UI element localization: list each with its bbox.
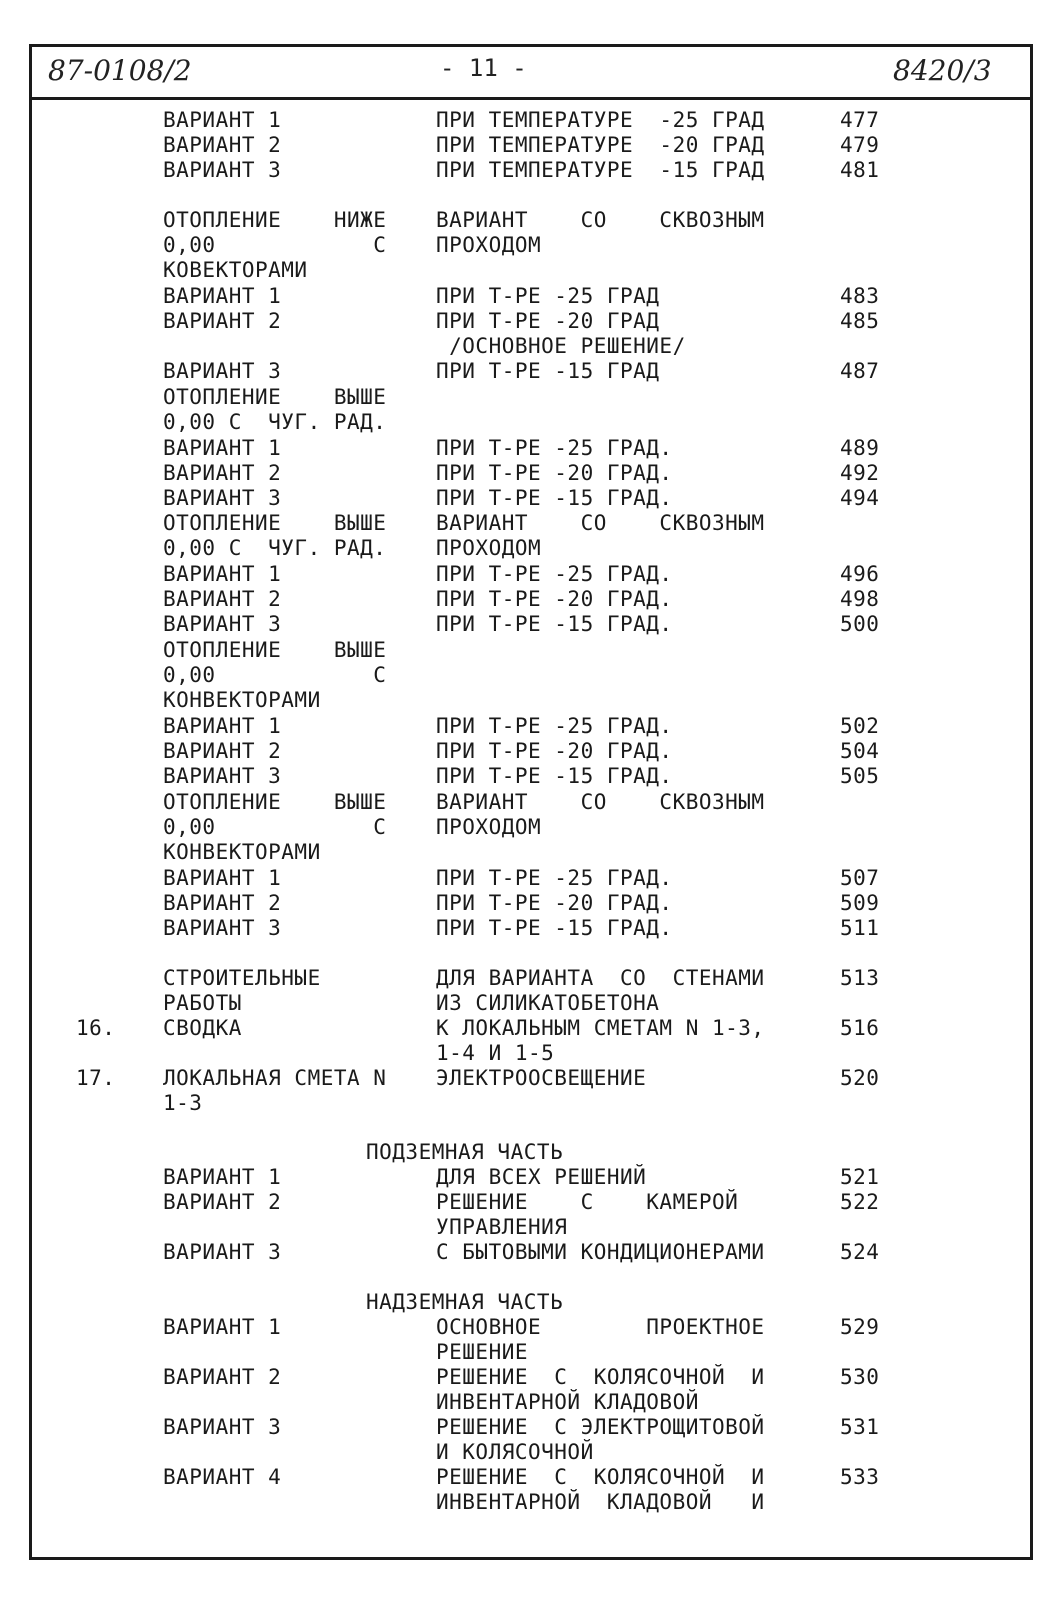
item-label: 0,00 С bbox=[163, 815, 387, 839]
page-ref: 500 bbox=[840, 612, 880, 636]
header-rule bbox=[29, 97, 1033, 100]
item-label: ВАРИАНТ 3 bbox=[163, 486, 282, 510]
page-ref: 477 bbox=[840, 108, 880, 132]
item-label: ВАРИАНТ 1 bbox=[163, 284, 282, 308]
item-description: ПРИ ТЕМПЕРАТУРЕ -20 ГРАД bbox=[436, 133, 765, 157]
item-label: 0,00 С ЧУГ. РАД. bbox=[163, 410, 387, 434]
page-ref: 531 bbox=[840, 1415, 880, 1439]
item-description: И КОЛЯСОЧНОЙ bbox=[436, 1440, 594, 1464]
item-description: ПРОХОДОМ bbox=[436, 233, 542, 257]
item-description: ВАРИАНТ СО СКВОЗНЫМ bbox=[436, 208, 765, 232]
item-label: СВОДКА bbox=[163, 1016, 242, 1040]
page-ref: 498 bbox=[840, 587, 880, 611]
item-label: ВАРИАНТ 3 bbox=[163, 1240, 282, 1264]
item-description: ВАРИАНТ СО СКВОЗНЫМ bbox=[436, 790, 765, 814]
item-label: ВАРИАНТ 1 bbox=[163, 436, 282, 460]
item-label: КОНВЕКТОРАМИ bbox=[163, 840, 321, 864]
item-label: РАБОТЫ bbox=[163, 991, 242, 1015]
item-description: ПРИ Т-РЕ -20 ГРАД. bbox=[436, 587, 673, 611]
item-description: ПРИ Т-РЕ -15 ГРАД. bbox=[436, 916, 673, 940]
section-heading-aboveground: НАДЗЕМНАЯ ЧАСТЬ bbox=[366, 1290, 564, 1314]
item-description: ПРИ Т-РЕ -25 ГРАД. bbox=[436, 866, 673, 890]
item-description: ПРИ Т-РЕ -15 ГРАД. bbox=[436, 764, 673, 788]
page-ref: 505 bbox=[840, 764, 880, 788]
item-description: ПРИ Т-РЕ -25 ГРАД. bbox=[436, 562, 673, 586]
page-ref: 481 bbox=[840, 158, 880, 182]
item-label: 0,00 С bbox=[163, 233, 387, 257]
item-description: ИЗ СИЛИКАТОБЕТОНА bbox=[436, 991, 660, 1015]
item-description: ПРИ Т-РЕ -25 ГРАД bbox=[436, 284, 660, 308]
item-label: СТРОИТЕЛЬНЫЕ bbox=[163, 966, 321, 990]
item-description: РЕШЕНИЕ С КОЛЯСОЧНОЙ И bbox=[436, 1465, 765, 1489]
item-label: ВАРИАНТ 3 bbox=[163, 158, 282, 182]
page-ref: 496 bbox=[840, 562, 880, 586]
page-ref: 513 bbox=[840, 966, 880, 990]
item-description: РЕШЕНИЕ С КАМЕРОЙ bbox=[436, 1190, 739, 1214]
item-label: ВАРИАНТ 2 bbox=[163, 739, 282, 763]
item-label: ВАРИАНТ 3 bbox=[163, 916, 282, 940]
page-ref: 511 bbox=[840, 916, 880, 940]
item-label: ВАРИАНТ 2 bbox=[163, 309, 282, 333]
section-number: 17. bbox=[76, 1066, 116, 1090]
item-label: ВАРИАНТ 4 bbox=[163, 1465, 282, 1489]
item-label: ВАРИАНТ 1 bbox=[163, 714, 282, 738]
item-description: ПРИ Т-РЕ -20 ГРАД. bbox=[436, 739, 673, 763]
item-description: ПРИ ТЕМПЕРАТУРЕ -15 ГРАД bbox=[436, 158, 765, 182]
item-description: РЕШЕНИЕ С КОЛЯСОЧНОЙ И bbox=[436, 1365, 765, 1389]
item-description: ПРИ Т-РЕ -20 ГРАД bbox=[436, 309, 660, 333]
item-description: ПРИ Т-РЕ -20 ГРАД. bbox=[436, 891, 673, 915]
item-label: ВАРИАНТ 1 bbox=[163, 1315, 282, 1339]
item-description: /ОСНОВНОЕ РЕШЕНИЕ/ bbox=[436, 334, 686, 358]
item-description: РЕШЕНИЕ С ЭЛЕКТРОЩИТОВОЙ bbox=[436, 1415, 765, 1439]
item-label: ОТОПЛЕНИЕ ВЫШЕ bbox=[163, 638, 387, 662]
item-label: ОТОПЛЕНИЕ ВЫШЕ bbox=[163, 385, 387, 409]
item-description: ПРОХОДОМ bbox=[436, 536, 542, 560]
page-ref: 485 bbox=[840, 309, 880, 333]
item-label: КОВЕКТОРАМИ bbox=[163, 258, 308, 282]
item-label: ОТОПЛЕНИЕ ВЫШЕ bbox=[163, 511, 387, 535]
page-ref: 521 bbox=[840, 1165, 880, 1189]
item-label: ЛОКАЛЬНАЯ СМЕТА N bbox=[163, 1066, 387, 1090]
item-label: 0,00 С bbox=[163, 663, 387, 687]
item-description: УПРАВЛЕНИЯ bbox=[436, 1215, 568, 1239]
page-ref: 509 bbox=[840, 891, 880, 915]
doc-number-right: 8420/3 bbox=[893, 54, 992, 87]
page-ref: 533 bbox=[840, 1465, 880, 1489]
item-description: ПРИ ТЕМПЕРАТУРЕ -25 ГРАД bbox=[436, 108, 765, 132]
item-label: ВАРИАНТ 3 bbox=[163, 612, 282, 636]
page-ref: 494 bbox=[840, 486, 880, 510]
item-description: ДЛЯ ВАРИАНТА СО СТЕНАМИ bbox=[436, 966, 765, 990]
item-label: 1-3 bbox=[163, 1091, 203, 1115]
item-description: ПРИ Т-РЕ -15 ГРАД bbox=[436, 359, 660, 383]
item-label: ВАРИАНТ 2 bbox=[163, 133, 282, 157]
item-label: ВАРИАНТ 3 bbox=[163, 764, 282, 788]
item-description: ПРИ Т-РЕ -15 ГРАД. bbox=[436, 612, 673, 636]
item-description: ПРОХОДОМ bbox=[436, 815, 542, 839]
doc-number-left: 87-0108/2 bbox=[48, 54, 192, 87]
page-ref: 507 bbox=[840, 866, 880, 890]
item-description: ИНВЕНТАРНОЙ КЛАДОВОЙ bbox=[436, 1390, 699, 1414]
page-ref: 524 bbox=[840, 1240, 880, 1264]
item-description: ПРИ Т-РЕ -25 ГРАД. bbox=[436, 714, 673, 738]
item-label: ВАРИАНТ 1 bbox=[163, 1165, 282, 1189]
item-description: ВАРИАНТ СО СКВОЗНЫМ bbox=[436, 511, 765, 535]
item-description: К ЛОКАЛЬНЫМ СМЕТАМ N 1-3, bbox=[436, 1016, 765, 1040]
item-label: ОТОПЛЕНИЕ ВЫШЕ bbox=[163, 790, 387, 814]
page-ref: 522 bbox=[840, 1190, 880, 1214]
page-ref: 530 bbox=[840, 1365, 880, 1389]
page-ref: 487 bbox=[840, 359, 880, 383]
item-description: ОСНОВНОЕ ПРОЕКТНОЕ bbox=[436, 1315, 765, 1339]
item-description: 1-4 И 1-5 bbox=[436, 1041, 555, 1065]
item-label: ОТОПЛЕНИЕ НИЖЕ bbox=[163, 208, 387, 232]
page-ref: 516 bbox=[840, 1016, 880, 1040]
item-label: ВАРИАНТ 2 bbox=[163, 1365, 282, 1389]
page-ref: 492 bbox=[840, 461, 880, 485]
page-ref: 529 bbox=[840, 1315, 880, 1339]
item-label: ВАРИАНТ 1 bbox=[163, 562, 282, 586]
item-label: КОНВЕКТОРАМИ bbox=[163, 688, 321, 712]
section-heading-underground: ПОДЗЕМНАЯ ЧАСТЬ bbox=[366, 1140, 564, 1164]
page-ref: 502 bbox=[840, 714, 880, 738]
item-label: ВАРИАНТ 1 bbox=[163, 866, 282, 890]
item-label: ВАРИАНТ 2 bbox=[163, 1190, 282, 1214]
page-ref: 504 bbox=[840, 739, 880, 763]
item-description: ПРИ Т-РЕ -20 ГРАД. bbox=[436, 461, 673, 485]
item-label: ВАРИАНТ 1 bbox=[163, 108, 282, 132]
item-label: 0,00 С ЧУГ. РАД. bbox=[163, 536, 387, 560]
item-description: ИНВЕНТАРНОЙ КЛАДОВОЙ И bbox=[436, 1490, 765, 1514]
section-number: 16. bbox=[76, 1016, 116, 1040]
item-description: ДЛЯ ВСЕХ РЕШЕНИЙ bbox=[436, 1165, 647, 1189]
item-label: ВАРИАНТ 2 bbox=[163, 587, 282, 611]
page-ref: 489 bbox=[840, 436, 880, 460]
item-label: ВАРИАНТ 2 bbox=[163, 891, 282, 915]
item-description: С БЫТОВЫМИ КОНДИЦИОНЕРАМИ bbox=[436, 1240, 765, 1264]
item-description: ПРИ Т-РЕ -25 ГРАД. bbox=[436, 436, 673, 460]
item-label: ВАРИАНТ 3 bbox=[163, 359, 282, 383]
item-label: ВАРИАНТ 3 bbox=[163, 1415, 282, 1439]
item-description: ПРИ Т-РЕ -15 ГРАД. bbox=[436, 486, 673, 510]
page-number: - 11 - bbox=[440, 54, 527, 82]
item-description: ЭЛЕКТРООСВЕЩЕНИЕ bbox=[436, 1066, 647, 1090]
item-description: РЕШЕНИЕ bbox=[436, 1340, 529, 1364]
page-ref: 483 bbox=[840, 284, 880, 308]
item-label: ВАРИАНТ 2 bbox=[163, 461, 282, 485]
page-ref: 520 bbox=[840, 1066, 880, 1090]
page-ref: 479 bbox=[840, 133, 880, 157]
